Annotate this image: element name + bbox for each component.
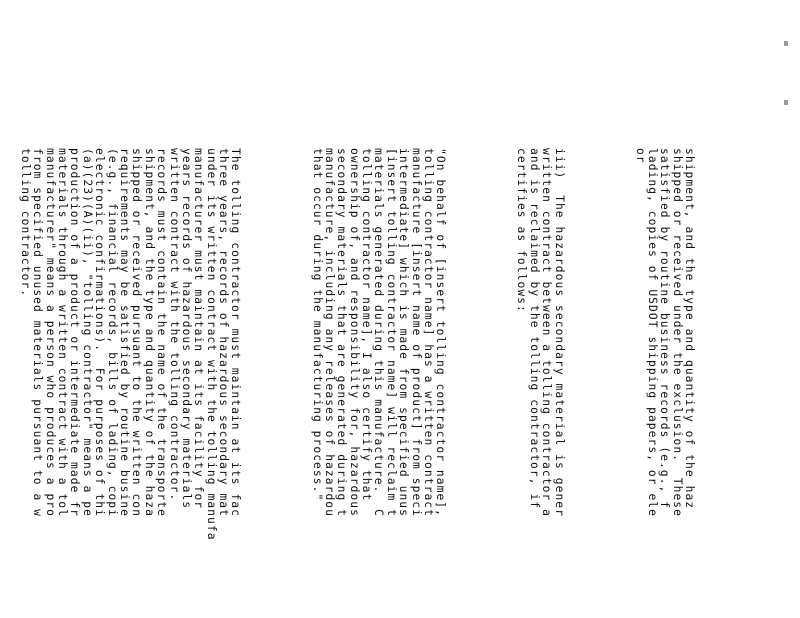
text-line: intermediate] which is made from specified unus	[397, 148, 411, 518]
text-line: manufacturer" means a person who produces a pro	[43, 148, 57, 518]
text-line: lading, copies of USDOT shipping papers, or ele	[646, 148, 660, 518]
text-line: [insert tolling contractor name] will reclaim t	[384, 148, 398, 518]
text-line: certifies as follows:	[515, 148, 529, 313]
text-line: materials through a written contract with a tol	[56, 148, 70, 518]
text-line: (a)(23)(A)(ii), "tolling contractor" means a pe	[80, 148, 94, 518]
text-line: manufacture, including any releases of hazardou	[322, 148, 336, 518]
text-line: requirements may be satisfied by routine busine	[117, 148, 131, 518]
text-line: tolling contractor name], I also certify that	[360, 148, 374, 502]
text-line: written contract with the tolling contractor.	[167, 148, 181, 502]
text-line: manufacture [insert name of product] from speci	[409, 148, 423, 518]
text-line: and is reclaimed by the tolling contractor, if	[527, 148, 541, 510]
text-line: shipment, and the type and quantity of the haz	[683, 148, 697, 510]
paragraph-recordkeeping	[18, 148, 241, 618]
text-line: written contract between a tolling contractor a	[540, 148, 554, 518]
text-line: satisfied by routine business records (e.g., f	[658, 148, 672, 510]
text-line: shipment, and the type and quantity of the haza	[142, 148, 156, 518]
rotated-text-block	[0, 148, 720, 618]
text-line: years records of hazardous secondary materials	[179, 148, 193, 510]
paragraph-tolling-condition	[515, 148, 565, 618]
text-line: production of a product or intermediate made fr	[68, 148, 82, 518]
text-line: or	[633, 148, 647, 164]
paragraph-certification-quote	[310, 148, 446, 618]
text-line: tolling contractor.	[18, 148, 32, 298]
text-line: from specified unused materials pursuant to a w	[31, 148, 45, 518]
text-line: "On behalf of [insert tolling contractor name],	[434, 148, 448, 518]
text-line: three years, records of hazardous secondary mat	[217, 148, 231, 518]
text-line: shipped or received under the exclusion. These	[670, 148, 684, 518]
text-line: under its written contract with the tolling manufa	[204, 148, 218, 541]
text-line: electronic confirmations). For purposes of thi	[93, 148, 107, 518]
text-line: manufacturer must maintain at its facility for	[192, 148, 206, 510]
text-line: tolling contractor name] has a written contract	[422, 148, 436, 518]
paragraph-shipping-records	[633, 148, 695, 618]
text-line: The tolling contractor must maintain at its fac	[229, 148, 243, 518]
text-line: that occur during the manufacturing process."	[310, 148, 324, 502]
scan-speck	[784, 41, 788, 46]
text-line: (e.g., financial records, bills of lading, copi	[105, 148, 119, 518]
text-line: ownership of, and responsibility for, hazardous	[347, 148, 361, 518]
text-line: shipped or received pursuant to the written con	[130, 148, 144, 518]
scan-speck	[784, 100, 788, 105]
text-line: iii) The hazardous secondary material is gener	[552, 148, 566, 518]
text-line: materials generated during this manufacture. C	[372, 148, 386, 518]
text-line: secondary materials that are generated during t	[335, 148, 349, 518]
text-line: records must contain the name of the transporte	[155, 148, 169, 518]
